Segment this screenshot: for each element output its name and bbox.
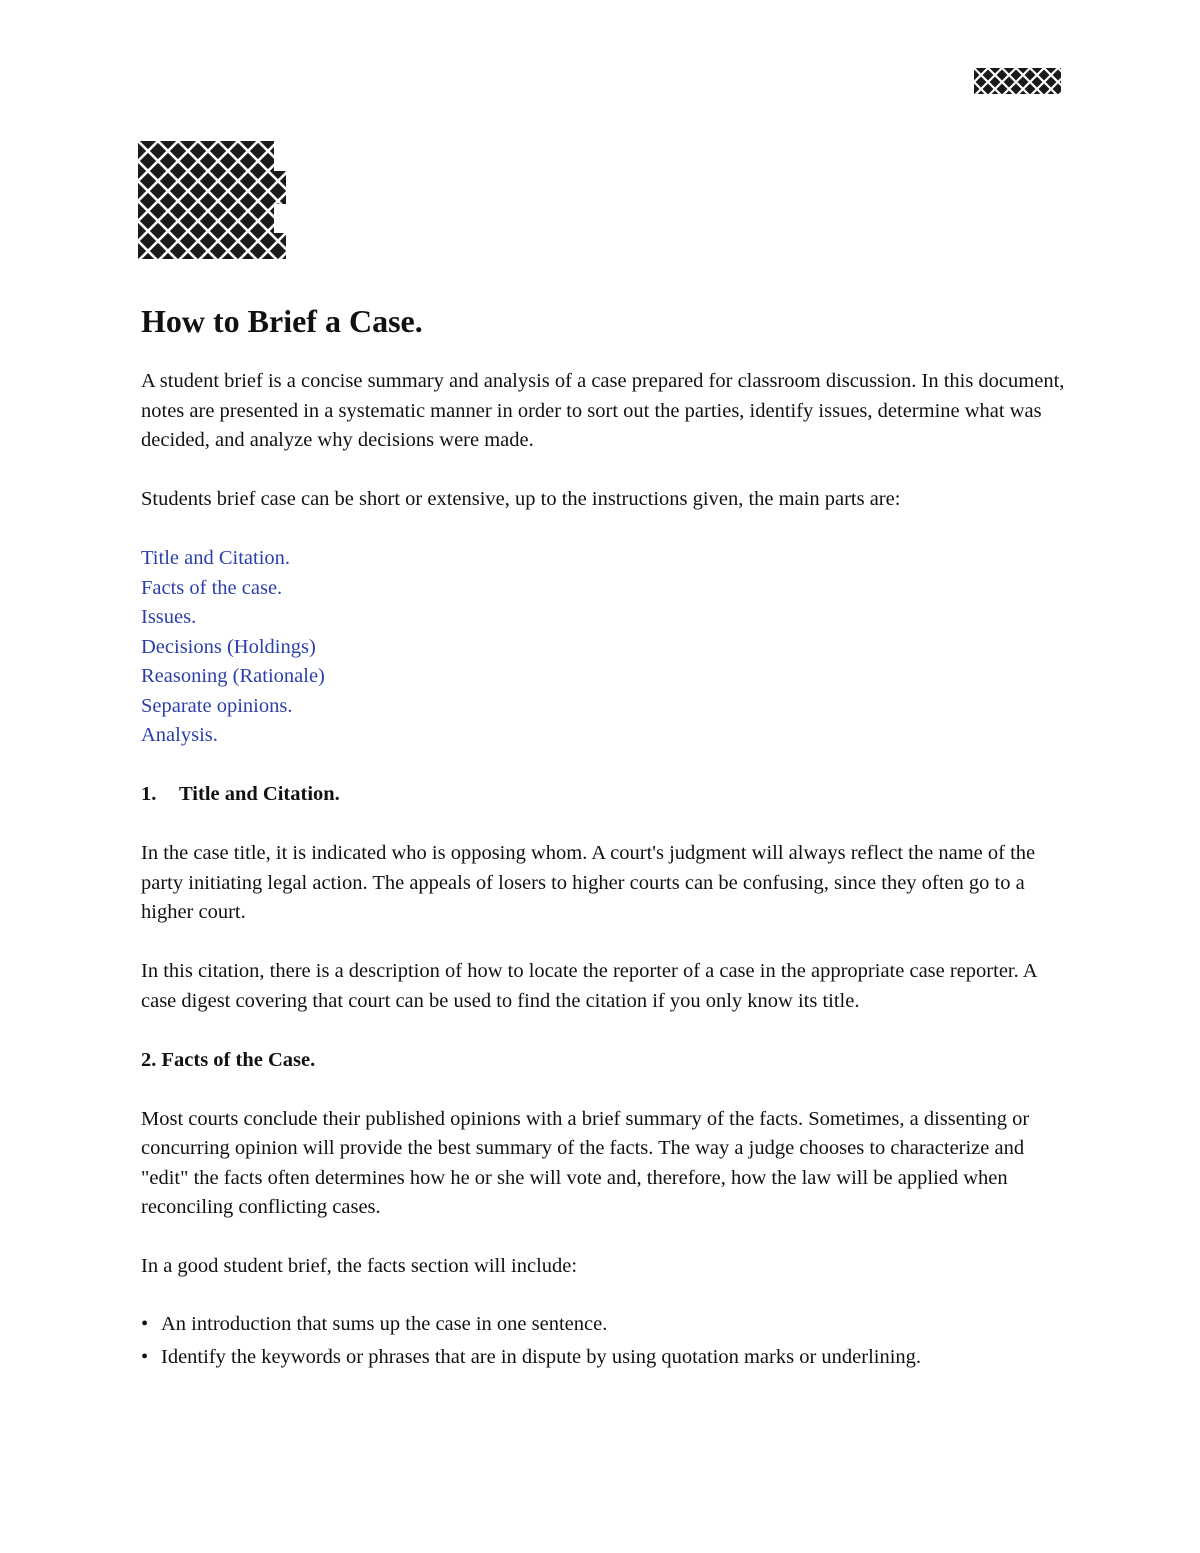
parts-intro-paragraph: Students brief case can be short or extensive, up to the instructions given, the main parts are: xyxy=(141,488,901,510)
section-1-heading xyxy=(141,780,1071,810)
section-2-paragraph-2: In a good student brief, the facts section will include: xyxy=(141,1255,578,1277)
parts-list-item[interactable]: Title and Citation. xyxy=(141,547,291,569)
bullet-dot-icon: • xyxy=(141,1312,149,1335)
section-1-paragraph-1: In the case title, it is indicated who is opposing whom. A court's judgment will always reflect the name of the party initiating legal action. The appeals of losers to higher courts can be confusing, since they often go to a higher court. xyxy=(141,842,1036,923)
section-1-heading-text: Title and Citation. xyxy=(179,783,340,805)
parts-list-item[interactable]: Issues. xyxy=(141,606,197,628)
parts-list-item[interactable]: Facts of the case. xyxy=(141,576,283,599)
section-1-paragraph-2: In this citation, there is a description of how to locate the reporter of a case in the appropriate case reporter. A case digest covering that court can be used to find the citation if you only know its title. xyxy=(141,960,1037,1012)
facts-bullet-list xyxy=(141,1308,1071,1374)
section-2-paragraph-1: Most courts conclude their published opinions with a brief summary of the facts. Sometimes, a dissenting or concurring opinion will provide the best summary of the facts. The way a judge chooses to characterize and "edit" the facts often determines how he or she will vote and, therefore, how the law will be applied when reconciling conflicting cases. xyxy=(141,1107,1030,1218)
redacted-header-mark xyxy=(974,68,1061,94)
redacted-logo-mark xyxy=(138,141,286,259)
bullet-item-text: Identify the keywords or phrases that are in dispute by using quotation marks or underlining. xyxy=(161,1345,922,1368)
document-body xyxy=(141,300,1071,1374)
parts-list-item[interactable]: Reasoning (Rationale) xyxy=(141,665,325,687)
bullet-item xyxy=(141,1308,1071,1341)
bullet-dot-icon: • xyxy=(141,1345,149,1368)
bullet-item xyxy=(141,1341,1071,1374)
parts-list-item[interactable]: Decisions (Holdings) xyxy=(141,635,316,658)
parts-list-item[interactable]: Analysis. xyxy=(141,724,218,746)
section-1-number: 1. xyxy=(141,783,157,805)
parts-list-item[interactable]: Separate opinions. xyxy=(141,694,293,717)
document-title: How to Brief a Case. xyxy=(141,303,423,339)
parts-list xyxy=(141,544,1071,751)
bullet-item-text: An introduction that sums up the case in one sentence. xyxy=(161,1312,608,1335)
intro-paragraph: A student brief is a concise summary and analysis of a case prepared for classroom discussion. In this document, notes are presented in a systematic manner in order to sort out the parties, identify issues, determine what was decided, and analyze why decisions were made. xyxy=(141,370,1065,451)
section-2-heading: 2. Facts of the Case. xyxy=(141,1048,316,1071)
